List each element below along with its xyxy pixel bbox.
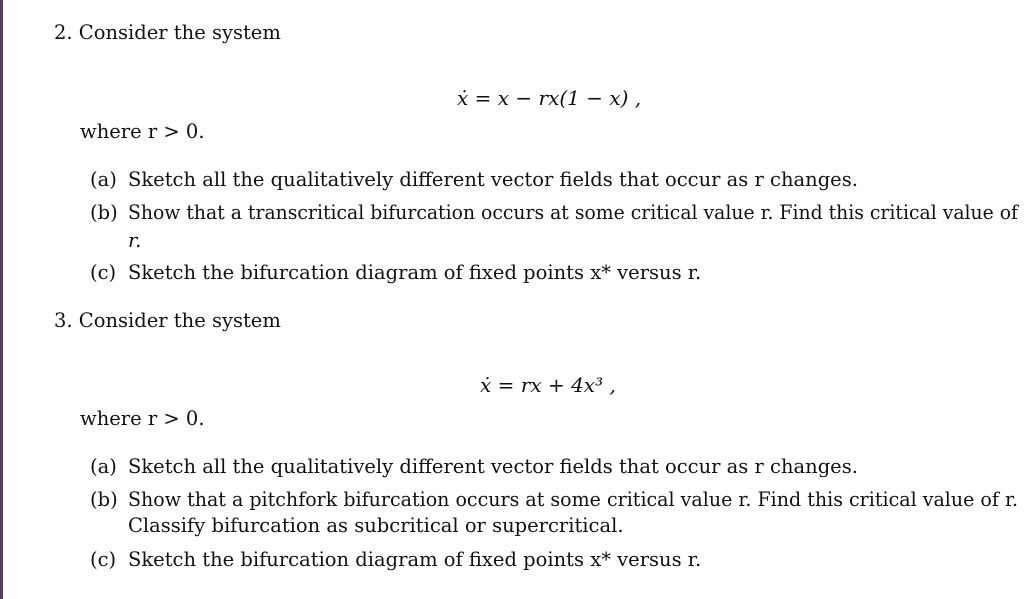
problem-3-part-a-label: (a)	[90, 455, 117, 478]
problem-3-equation: ẋ = rx + 4x³ ,	[480, 373, 616, 397]
problem-3-part-c-text: Sketch the bifurcation diagram of fixed points x* versus r.	[128, 548, 702, 571]
problem-2-part-c-text: Sketch the bifurcation diagram of fixed points x* versus r.	[128, 261, 702, 284]
left-edge-border	[0, 0, 3, 599]
problem-2-part-b-text: Show that a transcritical bifurcation occurs at some critical value r. Find this critical value of	[128, 201, 1019, 224]
problem-3-part-c-label: (c)	[90, 548, 117, 571]
problem-2-part-b-continuation: r.	[128, 229, 142, 252]
problem-2-part-c-label: (c)	[90, 261, 117, 284]
problem-3-part-b-continuation: Classify bifurcation as subcritical or supercritical.	[128, 514, 624, 537]
problem-2-heading: 2. Consider the system	[54, 21, 281, 44]
problem-2-part-b-label: (b)	[90, 201, 118, 224]
problem-2-equation: ẋ = x − rx(1 − x) ,	[457, 86, 642, 110]
problem-3-part-b-label: (b)	[90, 488, 118, 511]
problem-2-condition: where r > 0.	[80, 120, 205, 143]
problem-3-part-a-text: Sketch all the qualitatively different vector fields that occur as r changes.	[128, 455, 858, 478]
problem-2-part-a-label: (a)	[90, 168, 117, 191]
problem-3-heading: 3. Consider the system	[54, 309, 281, 332]
problem-3-condition: where r > 0.	[80, 407, 205, 430]
problem-2-part-a-text: Sketch all the qualitatively different vector fields that occur as r changes.	[128, 168, 858, 191]
problem-3-part-b-text: Show that a pitchfork bifurcation occurs at some critical value r. Find this critical value of r.	[128, 488, 1019, 511]
